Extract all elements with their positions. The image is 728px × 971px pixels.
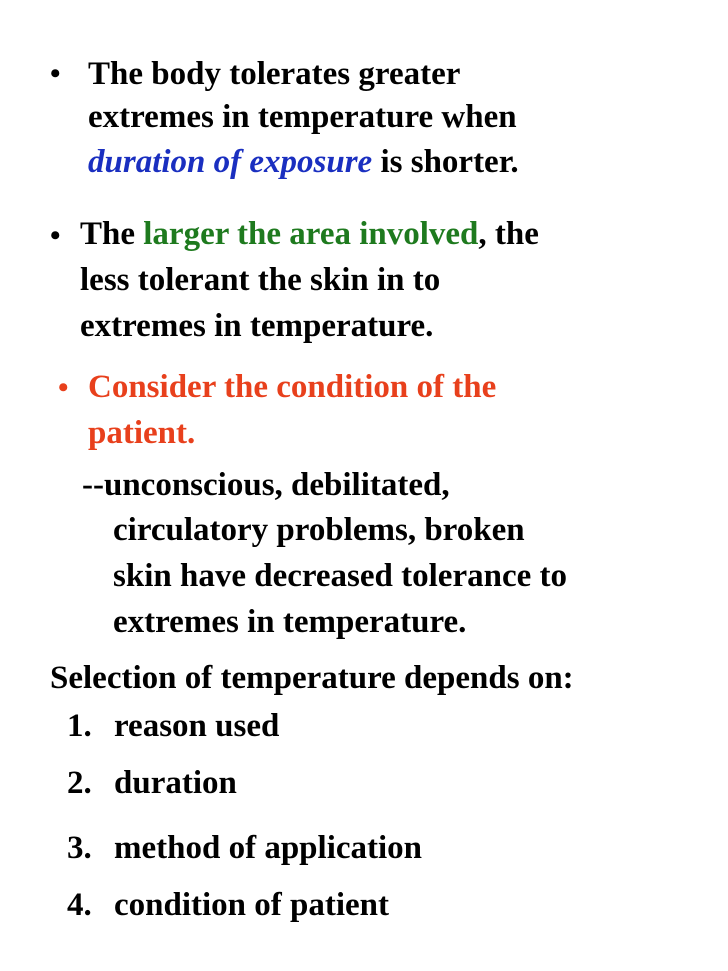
- bullet-dot: •: [50, 57, 61, 90]
- bullet1-line1: The body tolerates greater: [88, 56, 461, 92]
- bullet2-line1: [80, 214, 539, 254]
- sub-line1: --unconscious, debilitated,: [82, 467, 450, 503]
- bullet3-line2: patient.: [88, 415, 196, 451]
- bullet-dot: •: [58, 371, 69, 404]
- bullet3-line1: Consider the condition of the: [88, 369, 497, 405]
- sub-line2: circulatory problems, broken: [113, 512, 525, 548]
- sub-line3: skin have decreased tolerance to: [113, 558, 567, 594]
- list-text: method of application: [114, 830, 423, 866]
- list-item: [67, 885, 389, 925]
- sub-line4: extremes in temperature.: [113, 604, 467, 640]
- list-text: duration: [114, 765, 237, 801]
- bullet-dot: •: [50, 219, 61, 252]
- list-item: [67, 763, 237, 803]
- list-text: reason used: [114, 708, 280, 744]
- bullet1-line2: extremes in temperature when: [88, 99, 517, 135]
- bullet1-line3-rest: is shorter.: [372, 144, 519, 180]
- larger-area-emphasis: larger the area involved: [143, 216, 479, 252]
- list-number: 3.: [67, 830, 92, 866]
- list-number: 2.: [67, 765, 92, 801]
- bullet2-line1-post: , the: [478, 216, 539, 252]
- bullet2-line3: extremes in temperature.: [80, 308, 434, 344]
- bullet1-line3: [88, 142, 519, 182]
- selection-heading: Selection of temperature depends on:: [50, 660, 574, 696]
- list-number: 1.: [67, 708, 92, 744]
- list-item: [67, 828, 422, 868]
- list-number: 4.: [67, 887, 92, 923]
- bullet2-line1-pre: The: [80, 216, 144, 252]
- duration-of-exposure-emphasis: duration of exposure: [88, 144, 373, 180]
- bullet2-line2: less tolerant the skin in to: [80, 262, 441, 298]
- list-text: condition of patient: [114, 887, 390, 923]
- list-item: [67, 706, 279, 746]
